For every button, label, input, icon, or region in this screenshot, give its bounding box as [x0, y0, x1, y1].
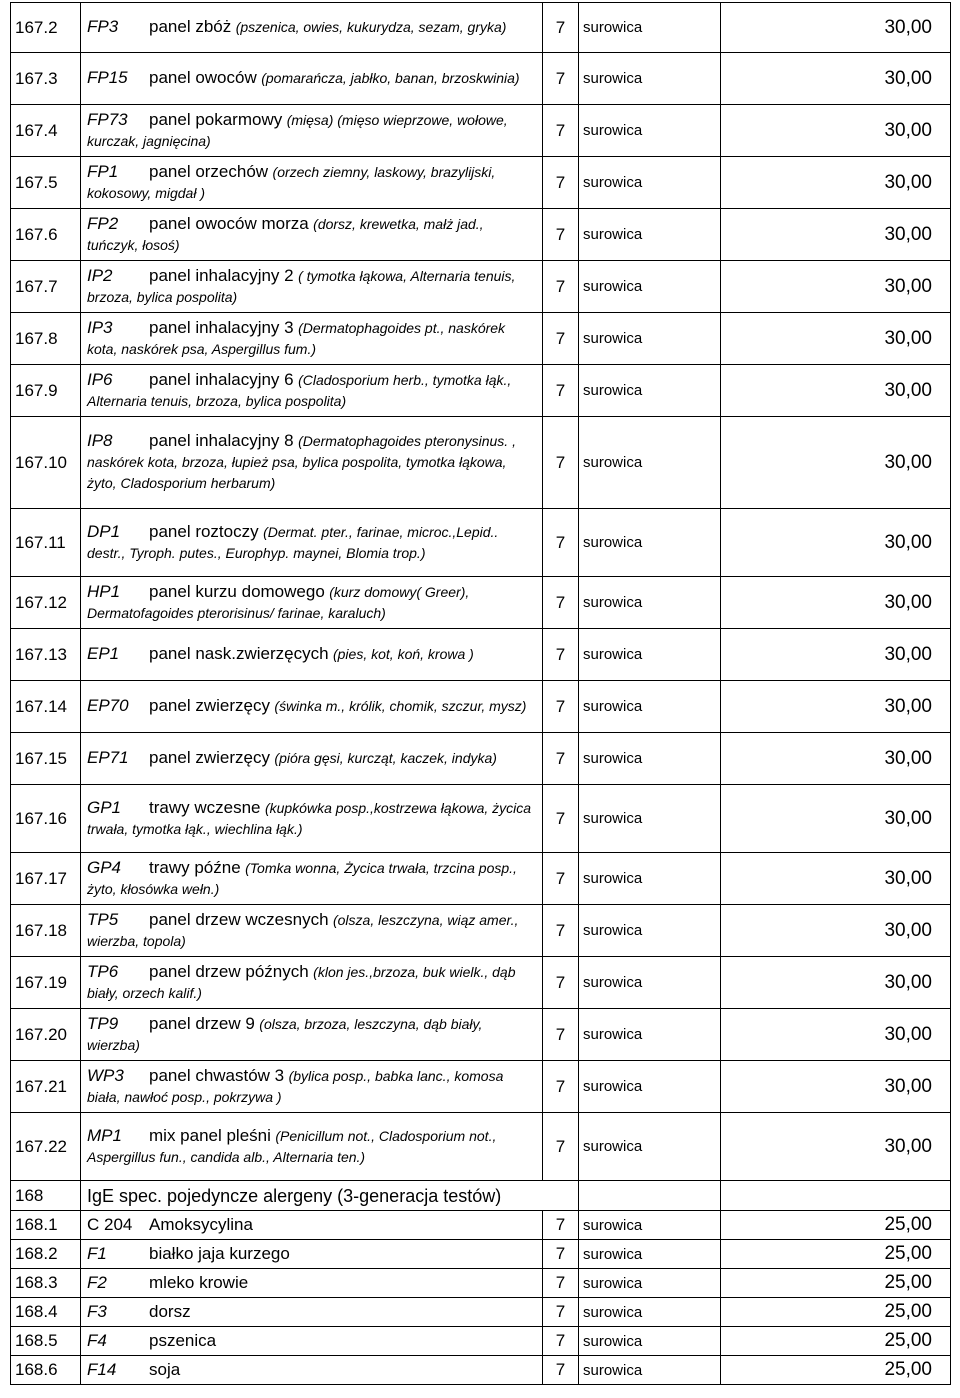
- price: 25,00: [721, 1269, 951, 1298]
- table-row: [11, 1211, 951, 1240]
- panel-name: panel orzechów: [149, 161, 269, 181]
- sample-type: surowica: [579, 1009, 721, 1061]
- allergen-code: TP9: [87, 1013, 119, 1033]
- sample-type: surowica: [579, 261, 721, 313]
- price: 30,00: [721, 957, 951, 1009]
- row-description: [81, 157, 543, 209]
- allergen-code: FP15: [87, 68, 128, 87]
- price: 30,00: [721, 733, 951, 785]
- table-row: [11, 681, 951, 733]
- price: 25,00: [721, 1356, 951, 1385]
- allergen-code: IP3: [87, 317, 113, 337]
- row-number: 167.16: [11, 785, 81, 853]
- allergen-code: C 204: [87, 1214, 133, 1234]
- price: 30,00: [721, 365, 951, 417]
- panel-contents: (olsza, leszczyna, wiąz amer., wierzba, topola): [87, 911, 519, 949]
- table-row: [11, 417, 951, 509]
- panel-contents: (pies, kot, koń, krowa ): [332, 646, 474, 662]
- allergen-code: GP4: [87, 857, 122, 877]
- table-row: [11, 1269, 951, 1298]
- panel-contents: (bylica posp., babka lanc., komosa biała, nawłoć posp., pokrzywa ): [87, 1067, 504, 1105]
- panel-contents: (pszenica, owies, kukurydza, sezam, gryka): [235, 19, 507, 35]
- price: 30,00: [721, 1009, 951, 1061]
- price-table-body: [11, 3, 951, 1385]
- price: 25,00: [721, 1298, 951, 1327]
- table-row: [11, 733, 951, 785]
- days-count: 7: [543, 313, 579, 365]
- panel-name: panel zwierzęcy: [149, 748, 270, 767]
- section-header-row: [11, 1181, 951, 1211]
- days-count: 7: [543, 261, 579, 313]
- panel-contents: (Dermatophagoides pteronysinus. , naskórek kota, brzoza, łupież psa, bylica pospolita, tymotka łąkowa, żyto, Cladosporium herbarum): [87, 433, 516, 491]
- table-row: [11, 209, 951, 261]
- days-count: 7: [543, 1327, 579, 1356]
- row-description: [81, 577, 543, 629]
- panel-contents: (pióra gęsi, kurcząt, kaczek, indyka): [274, 750, 497, 766]
- panel-name: panel drzew wczesnych: [149, 909, 329, 929]
- row-number: 167.21: [11, 1061, 81, 1113]
- sample-type: surowica: [579, 1298, 721, 1327]
- panel-contents: (Cladosporium herb., tymotka łąk., Alternaria tenuis, brzoza, bylica pospolita): [87, 371, 512, 409]
- row-number: 167.20: [11, 1009, 81, 1061]
- row-number: 167.13: [11, 629, 81, 681]
- table-row: [11, 629, 951, 681]
- row-description: [81, 1113, 543, 1181]
- row-description: [81, 365, 543, 417]
- row-description: [81, 1009, 543, 1061]
- panel-name: trawy późne: [149, 857, 241, 877]
- sample-type: surowica: [579, 509, 721, 577]
- panel-contents: ( tymotka łąkowa, Alternaria tenuis, brzoza, bylica pospolita): [87, 267, 516, 305]
- sample-type: surowica: [579, 313, 721, 365]
- panel-name: panel inhalacyjny 2: [149, 265, 294, 285]
- row-description: [81, 509, 543, 577]
- row-number: 167.7: [11, 261, 81, 313]
- panel-name: panel nask.zwierzęcych: [149, 644, 329, 663]
- days-count: 7: [543, 1061, 579, 1113]
- sample-type: surowica: [579, 733, 721, 785]
- panel-contents: (kupkówka posp.,kostrzewa łąkowa, życica trwała, tymotka łąk., wiechlina łąk.): [87, 799, 532, 837]
- table-row: [11, 1113, 951, 1181]
- days-count: 7: [543, 1211, 579, 1240]
- price: 30,00: [721, 3, 951, 53]
- row-description: [81, 1061, 543, 1113]
- price: 30,00: [721, 905, 951, 957]
- row-number: 167.2: [11, 3, 81, 53]
- days-count: 7: [543, 905, 579, 957]
- table-row: [11, 365, 951, 417]
- allergen-code: FP3: [87, 17, 119, 36]
- panel-contents: (Dermatophagoides pt., naskórek kota, naskórek psa, Aspergillus fum.): [87, 319, 506, 357]
- panel-contents: (olsza, brzoza, leszczyna, dąb biały, wierzba): [87, 1015, 483, 1053]
- sample-type: surowica: [579, 157, 721, 209]
- price: 30,00: [721, 105, 951, 157]
- price: 30,00: [721, 629, 951, 681]
- sample-type: surowica: [579, 853, 721, 905]
- panel-contents: (kurz domowy( Greer), Dermatofagoides pterorisinus/ farinae, karaluch): [87, 583, 470, 621]
- panel-name: panel kurzu domowego: [149, 581, 325, 601]
- table-row: [11, 577, 951, 629]
- days-count: 7: [543, 957, 579, 1009]
- table-row: [11, 1240, 951, 1269]
- price: 25,00: [721, 1211, 951, 1240]
- allergen-name: dorsz: [149, 1301, 191, 1321]
- row-description: [81, 3, 543, 53]
- allergen-name: pszenica: [149, 1330, 217, 1350]
- row-number: 168.3: [11, 1269, 81, 1298]
- days-count: 7: [543, 785, 579, 853]
- panel-name: panel inhalacyjny 3: [149, 317, 294, 337]
- row-description: [81, 785, 543, 853]
- row-number: 167.15: [11, 733, 81, 785]
- panel-name: panel zwierzęcy: [149, 696, 270, 715]
- table-row: [11, 1061, 951, 1113]
- allergen-name: mleko krowie: [149, 1272, 249, 1292]
- panel-contents: (Penicillum not., Cladosporium not., Aspergillus fun., candida alb., Alternaria ten.): [87, 1127, 497, 1165]
- allergen-code: EP71: [87, 748, 129, 767]
- sample-type: surowica: [579, 105, 721, 157]
- panel-contents: (mięsa) (mięso wieprzowe, wołowe, kurczak, jagnięcina): [87, 111, 508, 149]
- table-row: [11, 313, 951, 365]
- panel-name: mix panel pleśni: [149, 1125, 271, 1145]
- allergen-code: IP6: [87, 369, 113, 389]
- allergen-code: TP5: [87, 909, 119, 929]
- allergen-code: F3: [87, 1301, 107, 1321]
- days-count: 7: [543, 1240, 579, 1269]
- sample-type: surowica: [579, 209, 721, 261]
- sample-type: surowica: [579, 1327, 721, 1356]
- sample-type: surowica: [579, 1113, 721, 1181]
- section-title: IgE spec. pojedyncze alergeny (3-generacja testów): [81, 1181, 579, 1211]
- days-count: 7: [543, 733, 579, 785]
- sample-type: surowica: [579, 681, 721, 733]
- sample-type: surowica: [579, 365, 721, 417]
- days-count: 7: [543, 1298, 579, 1327]
- row-number: 167.3: [11, 53, 81, 105]
- sample-type: surowica: [579, 1061, 721, 1113]
- price: 30,00: [721, 313, 951, 365]
- row-description: [81, 313, 543, 365]
- table-row: [11, 1298, 951, 1327]
- table-row: [11, 157, 951, 209]
- table-row: [11, 1327, 951, 1356]
- days-count: 7: [543, 209, 579, 261]
- sample-type: surowica: [579, 1240, 721, 1269]
- price: 30,00: [721, 785, 951, 853]
- row-number: 167.10: [11, 417, 81, 509]
- allergen-code: F14: [87, 1359, 117, 1379]
- row-description: [81, 905, 543, 957]
- row-description: [81, 1356, 543, 1385]
- row-description: [81, 105, 543, 157]
- days-count: 7: [543, 3, 579, 53]
- row-number: 167.4: [11, 105, 81, 157]
- days-count: 7: [543, 1113, 579, 1181]
- table-row: [11, 105, 951, 157]
- row-number: 168.4: [11, 1298, 81, 1327]
- sample-type: surowica: [579, 1356, 721, 1385]
- allergen-name: białko jaja kurzego: [149, 1243, 290, 1263]
- allergen-code: FP1: [87, 161, 119, 181]
- row-description: [81, 1240, 543, 1269]
- price-table: [10, 2, 951, 1385]
- days-count: 7: [543, 629, 579, 681]
- panel-contents: (orzech ziemny, laskowy, brazylijski, kokosowy, migdał ): [87, 163, 496, 201]
- allergen-code: F1: [87, 1243, 107, 1263]
- row-description: [81, 1327, 543, 1356]
- allergen-code: TP6: [87, 961, 119, 981]
- row-description: [81, 853, 543, 905]
- table-row: [11, 1356, 951, 1385]
- allergen-code: IP8: [87, 431, 113, 450]
- panel-contents: (pomarańcza, jabłko, banan, brzoskwinia): [261, 70, 520, 86]
- sample-type: surowica: [579, 417, 721, 509]
- section-number: 168: [11, 1181, 81, 1211]
- sample-type: surowica: [579, 629, 721, 681]
- allergen-name: Amoksycylina: [149, 1214, 253, 1234]
- sample-type: surowica: [579, 1269, 721, 1298]
- sample-type: surowica: [579, 957, 721, 1009]
- price: 30,00: [721, 577, 951, 629]
- panel-name: panel owoców morza: [149, 213, 309, 233]
- row-description: [81, 417, 543, 509]
- row-number: 167.22: [11, 1113, 81, 1181]
- price: 30,00: [721, 209, 951, 261]
- row-number: 167.8: [11, 313, 81, 365]
- panel-contents: (świnka m., królik, chomik, szczur, mysz): [274, 698, 527, 714]
- allergen-code: EP1: [87, 644, 120, 663]
- row-number: 167.12: [11, 577, 81, 629]
- sample-type: surowica: [579, 53, 721, 105]
- empty-cell: [721, 1181, 951, 1211]
- row-number: 167.19: [11, 957, 81, 1009]
- row-description: [81, 1298, 543, 1327]
- row-description: [81, 209, 543, 261]
- panel-name: panel drzew późnych: [149, 961, 309, 981]
- price: 25,00: [721, 1240, 951, 1269]
- row-description: [81, 957, 543, 1009]
- row-description: [81, 53, 543, 105]
- table-row: [11, 53, 951, 105]
- price: 30,00: [721, 1061, 951, 1113]
- panel-name: panel owoców: [149, 68, 257, 87]
- days-count: 7: [543, 365, 579, 417]
- row-number: 168.1: [11, 1211, 81, 1240]
- panel-name: panel inhalacyjny 8: [149, 431, 294, 450]
- days-count: 7: [543, 1009, 579, 1061]
- sample-type: surowica: [579, 3, 721, 53]
- days-count: 7: [543, 577, 579, 629]
- row-number: 168.6: [11, 1356, 81, 1385]
- panel-contents: (klon jes.,brzoza, buk wielk., dąb biały, orzech kalif.): [87, 963, 516, 1001]
- row-number: 168.2: [11, 1240, 81, 1269]
- allergen-code: FP73: [87, 109, 128, 129]
- panel-name: panel pokarmowy: [149, 109, 283, 129]
- price: 30,00: [721, 157, 951, 209]
- row-number: 167.5: [11, 157, 81, 209]
- row-description: [81, 629, 543, 681]
- price: 30,00: [721, 681, 951, 733]
- table-row: [11, 957, 951, 1009]
- price: 30,00: [721, 53, 951, 105]
- days-count: 7: [543, 105, 579, 157]
- allergen-code: WP3: [87, 1065, 124, 1085]
- row-description: [81, 681, 543, 733]
- days-count: 7: [543, 1269, 579, 1298]
- allergen-code: F2: [87, 1272, 107, 1292]
- panel-contents: (dorsz, krewetka, małż jad., tuńczyk, łosoś): [87, 215, 484, 253]
- row-number: 167.14: [11, 681, 81, 733]
- table-row: [11, 509, 951, 577]
- allergen-code: IP2: [87, 265, 113, 285]
- panel-name: panel chwastów 3: [149, 1065, 285, 1085]
- row-description: [81, 733, 543, 785]
- days-count: 7: [543, 681, 579, 733]
- row-number: 167.18: [11, 905, 81, 957]
- days-count: 7: [543, 1356, 579, 1385]
- table-row: [11, 785, 951, 853]
- row-description: [81, 1211, 543, 1240]
- allergen-code: DP1: [87, 521, 121, 541]
- allergen-code: MP1: [87, 1125, 122, 1145]
- row-number: 168.5: [11, 1327, 81, 1356]
- price: 30,00: [721, 261, 951, 313]
- allergen-code: GP1: [87, 797, 122, 817]
- sample-type: surowica: [579, 905, 721, 957]
- row-description: [81, 261, 543, 313]
- row-description: [81, 1269, 543, 1298]
- panel-name: panel roztoczy: [149, 521, 259, 541]
- price: 30,00: [721, 509, 951, 577]
- panel-name: panel zbóż: [149, 17, 232, 36]
- price: 30,00: [721, 417, 951, 509]
- days-count: 7: [543, 853, 579, 905]
- sample-type: surowica: [579, 1211, 721, 1240]
- table-row: [11, 853, 951, 905]
- days-count: 7: [543, 157, 579, 209]
- sample-type: surowica: [579, 577, 721, 629]
- allergen-name: soja: [149, 1359, 181, 1379]
- price: 30,00: [721, 853, 951, 905]
- days-count: 7: [543, 509, 579, 577]
- panel-contents: (Dermat. pter., farinae, microc.,Lepid.. destr., Tyroph. putes., Europhyp. maynei, Blomia trop.): [87, 523, 499, 561]
- allergen-code: F4: [87, 1330, 107, 1350]
- table-row: [11, 1009, 951, 1061]
- allergen-code: FP2: [87, 213, 119, 233]
- row-number: 167.6: [11, 209, 81, 261]
- price: 25,00: [721, 1327, 951, 1356]
- allergen-code: EP70: [87, 696, 129, 715]
- row-number: 167.9: [11, 365, 81, 417]
- price: 30,00: [721, 1113, 951, 1181]
- panel-name: panel inhalacyjny 6: [149, 369, 294, 389]
- days-count: 7: [543, 53, 579, 105]
- table-row: [11, 261, 951, 313]
- panel-contents: (Tomka wonna, Życica trwała, trzcina posp., żyto, kłosówka wełn.): [87, 859, 517, 897]
- allergen-code: HP1: [87, 581, 121, 601]
- panel-name: panel drzew 9: [149, 1013, 255, 1033]
- empty-cell: [579, 1181, 721, 1211]
- table-row: [11, 3, 951, 53]
- panel-name: trawy wczesne: [149, 797, 261, 817]
- table-row: [11, 905, 951, 957]
- days-count: 7: [543, 417, 579, 509]
- sample-type: surowica: [579, 785, 721, 853]
- row-number: 167.17: [11, 853, 81, 905]
- row-number: 167.11: [11, 509, 81, 577]
